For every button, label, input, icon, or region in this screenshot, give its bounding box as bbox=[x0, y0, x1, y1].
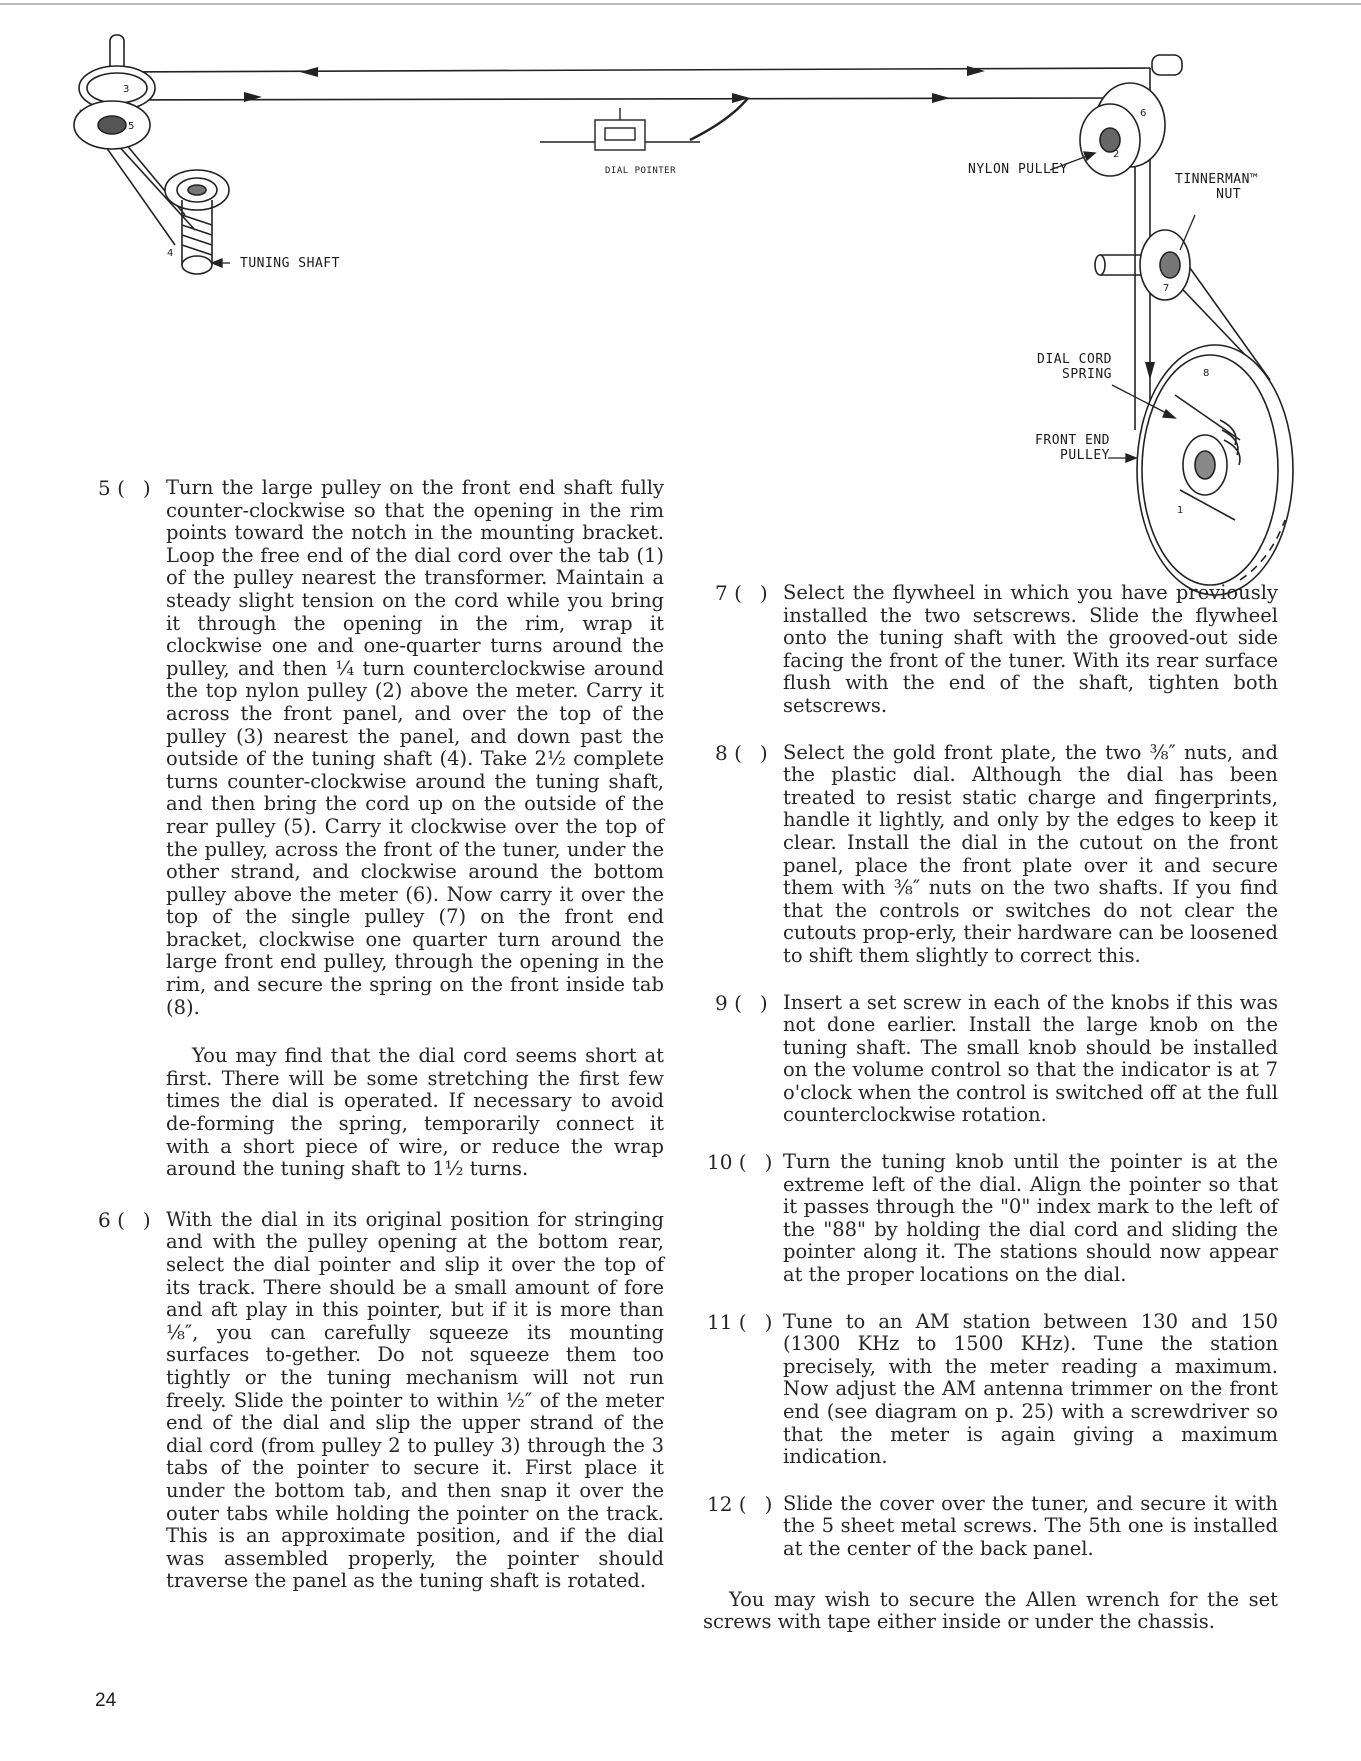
step-11-number-text: 11 ( bbox=[707, 1309, 747, 1334]
left-column bbox=[98, 477, 664, 1593]
step-8-text: Select the gold front plate, the two ⅜″ nuts, and the plastic dial. Although the dial has been treated to resist static charge and fingerprints, handle it lightly, and only by the edges to keep it clear. Install the dial in the cutout on the front panel, place the front plate over it and secure them with ⅜″ nuts on the two shafts. If you find that the controls or switches do not clear the cutouts prop-erly, their hardware can be loosened to shift them slightly to correct this. bbox=[783, 740, 1278, 967]
label-leaders bbox=[212, 152, 1195, 462]
step-5-checkbox[interactable]: ) bbox=[142, 476, 151, 500]
pulley-number-3: 3 bbox=[123, 84, 130, 95]
step-7 bbox=[715, 582, 1278, 718]
dial-cord-spring-label-line2: SPRING bbox=[1062, 367, 1112, 382]
pulley-number-7: 7 bbox=[1163, 283, 1170, 294]
tinnerman-nut-label-line1: TINNERMAN™ bbox=[1175, 172, 1259, 187]
step-8-number-text: 8 ( bbox=[715, 740, 742, 765]
step-9-number-text: 9 ( bbox=[715, 990, 742, 1015]
dial-pointer-label: DIAL POINTER bbox=[605, 166, 677, 176]
step-8 bbox=[715, 742, 1278, 968]
step-12-number-text: 12 ( bbox=[707, 1491, 747, 1516]
dial-cord-spring-label-line1: DIAL CORD bbox=[1037, 352, 1112, 367]
step-6-checkbox[interactable]: ) bbox=[142, 1207, 151, 1232]
step-10-number bbox=[707, 1151, 772, 1174]
front-end-pulley-label-line1: FRONT END bbox=[1035, 433, 1110, 448]
dial-cord-spring-label bbox=[1030, 352, 1112, 382]
step-5-number-text: 5 ( bbox=[98, 476, 125, 500]
step-7-number-text: 7 ( bbox=[715, 581, 742, 605]
step-12-number bbox=[707, 1493, 772, 1516]
pulley-number-1: 1 bbox=[1177, 505, 1184, 516]
pulley-number-6: 6 bbox=[1140, 108, 1147, 119]
step-9 bbox=[715, 992, 1278, 1128]
front-end-pulley-drawing bbox=[1137, 345, 1293, 595]
step-11-number bbox=[707, 1311, 772, 1334]
right-column bbox=[703, 581, 1278, 1634]
dial-pointer-drawing bbox=[540, 98, 748, 150]
step-5 bbox=[98, 477, 664, 1019]
nylon-pulley-drawing bbox=[1080, 55, 1182, 176]
tuning-shaft-drawing bbox=[165, 170, 229, 274]
step-10-text: Turn the tuning knob until the pointer is at the extreme left of the dial. Align the pointer so that it passes through the "0" index mark to the left of the "88" by holding the dial cord and sliding the pointer along it. The stations should now appear at the proper locations on the dial. bbox=[783, 1150, 1278, 1287]
step-10 bbox=[707, 1150, 1278, 1287]
pulley-number-2: 2 bbox=[1113, 149, 1120, 160]
front-end-pulley-label bbox=[1022, 433, 1110, 463]
tinnerman-nut-label-line2: NUT bbox=[1216, 187, 1242, 202]
step-11 bbox=[707, 1309, 1278, 1469]
tuning-shaft-label: TUNING SHAFT bbox=[240, 256, 340, 271]
step-8-number bbox=[715, 742, 768, 765]
pulley-number-8: 8 bbox=[1203, 368, 1210, 379]
direction-arrows bbox=[244, 66, 1155, 380]
front-end-pulley-label-line2: PULLEY bbox=[1060, 448, 1110, 463]
nylon-pulley-label: NYLON PULLEY bbox=[968, 162, 1068, 177]
dial-cord-note: You may find that the dial cord seems short at first. There will be some stretching the first few times the dial is operated. If necessary to avoid de-forming the spring, temporarily connect it with a short piece of wire, or reduce the wrap around the tuning shaft to 1½ turns. bbox=[166, 1044, 664, 1181]
pulley-number-5: 5 bbox=[128, 121, 135, 132]
step-9-checkbox[interactable]: ) bbox=[759, 990, 768, 1015]
step-6-text: With the dial in its original position for stringing and with the pulley opening at the bottom rear, select the dial pointer and slip it over the top of its track. There should be a small amount of fore and aft play in this pointer, but if it is more than ⅛″, you can carefully squeeze its mounting surfaces to-gether. Do not squeeze them too tightly or the tuning mechanism will not run freely. Slide the pointer to within ½″ of the meter end of the dial and slip the upper strand of the dial cord (from pulley 2 to pulley 3) through the 3 tabs of the pointer to secure it. First place it under the bottom tab, and then snap it over the outer tabs while holding the pointer on the track. This is an approximate position, and if the dial was assembled properly, the pointer should traverse the panel as the tuning shaft is rotated. bbox=[166, 1207, 664, 1593]
step-6 bbox=[98, 1209, 664, 1593]
rear-pulley-assembly bbox=[74, 35, 155, 149]
step-8-checkbox[interactable]: ) bbox=[759, 740, 768, 765]
step-9-text: Insert a set screw in each of the knobs if this was not done earlier. Install the large knob on the tuning shaft. The small knob should be installed on the volume control so that the indicator is at 7 o'clock when the control is switched off at the full counterclockwise rotation. bbox=[783, 990, 1278, 1127]
closing-note: You may wish to secure the Allen wrench for the set screws with tape either inside or under the chassis. bbox=[703, 1587, 1278, 1634]
pulley-number-4: 4 bbox=[167, 248, 174, 259]
step-12-text: Slide the cover over the tuner, and secure it with the 5 sheet metal screws. The 5th one is installed at the center of the back panel. bbox=[783, 1491, 1278, 1560]
step-7-checkbox[interactable]: ) bbox=[759, 581, 768, 605]
step-6-number bbox=[98, 1209, 151, 1232]
single-pulley-drawing bbox=[1095, 230, 1190, 300]
step-10-checkbox[interactable]: ) bbox=[764, 1150, 773, 1175]
step-7-number bbox=[715, 582, 768, 605]
page-number: 24 bbox=[95, 1690, 117, 1711]
step-11-checkbox[interactable]: ) bbox=[764, 1309, 773, 1334]
step-10-number-text: 10 ( bbox=[707, 1150, 747, 1175]
step-12 bbox=[707, 1491, 1278, 1561]
step-12-checkbox[interactable]: ) bbox=[764, 1491, 773, 1516]
step-7-text: Select the flywheel in which you have previously installed the two setscrews. Slide the flywheel onto the tuning shaft with the grooved-out side facing the front of the tuner. With its rear surface flush with the end of the shaft, tighten both setscrews. bbox=[783, 581, 1278, 717]
step-11-text: Tune to an AM station between 130 and 150 (1300 KHz to 1500 KHz). Tune the station precisely, with the meter reading a maximum. Now adjust the AM antenna trimmer on the front end (see diagram on p. 25) with a screwdriver so that the meter is again giving a maximum indication. bbox=[783, 1309, 1278, 1469]
step-9-number bbox=[715, 992, 768, 1015]
tinnerman-nut-label bbox=[1175, 172, 1258, 202]
step-5-number bbox=[98, 477, 151, 500]
step-5-text: Turn the large pulley on the front end shaft fully counter-clockwise so that the opening in the rim points toward the notch in the mounting bracket. Loop the free end of the dial cord over the tab (1) of the pulley nearest the transformer. Maintain a steady slight tension on the cord while you bring it through the opening in the rim, wrap it clockwise one and one-quarter turns around the pulley, and then ¼ turn counterclockwise around the top nylon pulley (2) above the meter. Carry it across the front panel, and over the top of the pulley (3) nearest the panel, and down past the outside of the tuning shaft (4). Take 2½ complete turns counter-clockwise around the tuning shaft, and then bring the cord up on the outside of the rear pulley (5). Carry it clockwise over the top of the pulley, across the front of the tuner, under the other strand, and clockwise around the bottom pulley above the meter (6). Now carry it over the top of the single pulley (7) on the front end bracket, clockwise one quarter turn around the large front end pulley, through the opening in the rim, and secure the spring on the front inside tab (8). bbox=[166, 476, 664, 1019]
step-6-number-text: 6 ( bbox=[98, 1207, 125, 1232]
